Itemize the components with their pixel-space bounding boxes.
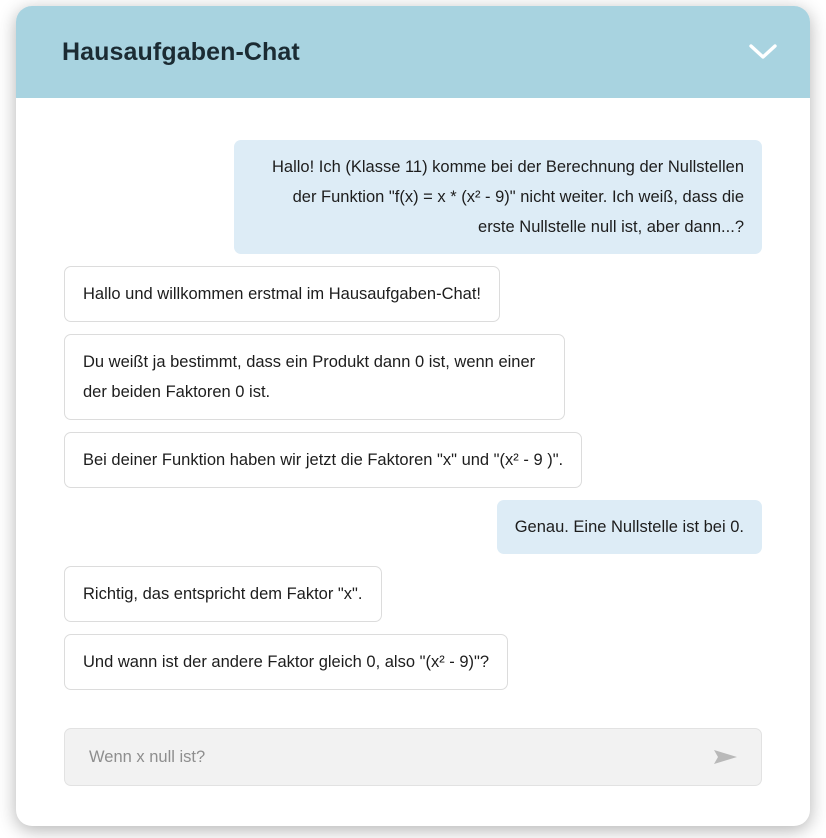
message-row xyxy=(64,432,762,488)
message-bubble-incoming: Du weißt ja bestimmt, dass ein Produkt dann 0 ist, wenn einer der beiden Faktoren 0 ist. xyxy=(64,334,565,420)
chat-window xyxy=(16,6,810,826)
message-row xyxy=(64,266,762,322)
message-bubble-incoming: Richtig, das entspricht dem Faktor "x". xyxy=(64,566,382,622)
message-row xyxy=(64,140,762,254)
message-bubble-incoming: Bei deiner Funktion haben wir jetzt die Faktoren "x" und "(x² - 9 )". xyxy=(64,432,582,488)
message-bubble-outgoing: Genau. Eine Nullstelle ist bei 0. xyxy=(497,500,762,554)
message-bubble-outgoing: Hallo! Ich (Klasse 11) komme bei der Berechnung der Nullstellen der Funktion "f(x) = x * (x² - 9)" nicht weiter. Ich weiß, dass die erste Nullstelle null ist, aber dann...? xyxy=(234,140,762,254)
chat-header xyxy=(16,6,810,98)
message-input[interactable] xyxy=(87,747,709,768)
message-list xyxy=(16,98,810,702)
message-row xyxy=(64,566,762,622)
message-row xyxy=(64,334,762,420)
chevron-down-icon[interactable] xyxy=(746,35,780,69)
message-bubble-incoming: Hallo und willkommen erstmal im Hausaufgaben-Chat! xyxy=(64,266,500,322)
composer-area xyxy=(16,702,810,826)
message-composer[interactable] xyxy=(64,728,762,786)
message-row xyxy=(64,500,762,554)
message-bubble-incoming: Und wann ist der andere Faktor gleich 0, also "(x² - 9)"? xyxy=(64,634,508,690)
message-row xyxy=(64,634,762,690)
send-arrow-icon[interactable] xyxy=(709,740,743,774)
page-title: Hausaufgaben-Chat xyxy=(62,37,300,66)
